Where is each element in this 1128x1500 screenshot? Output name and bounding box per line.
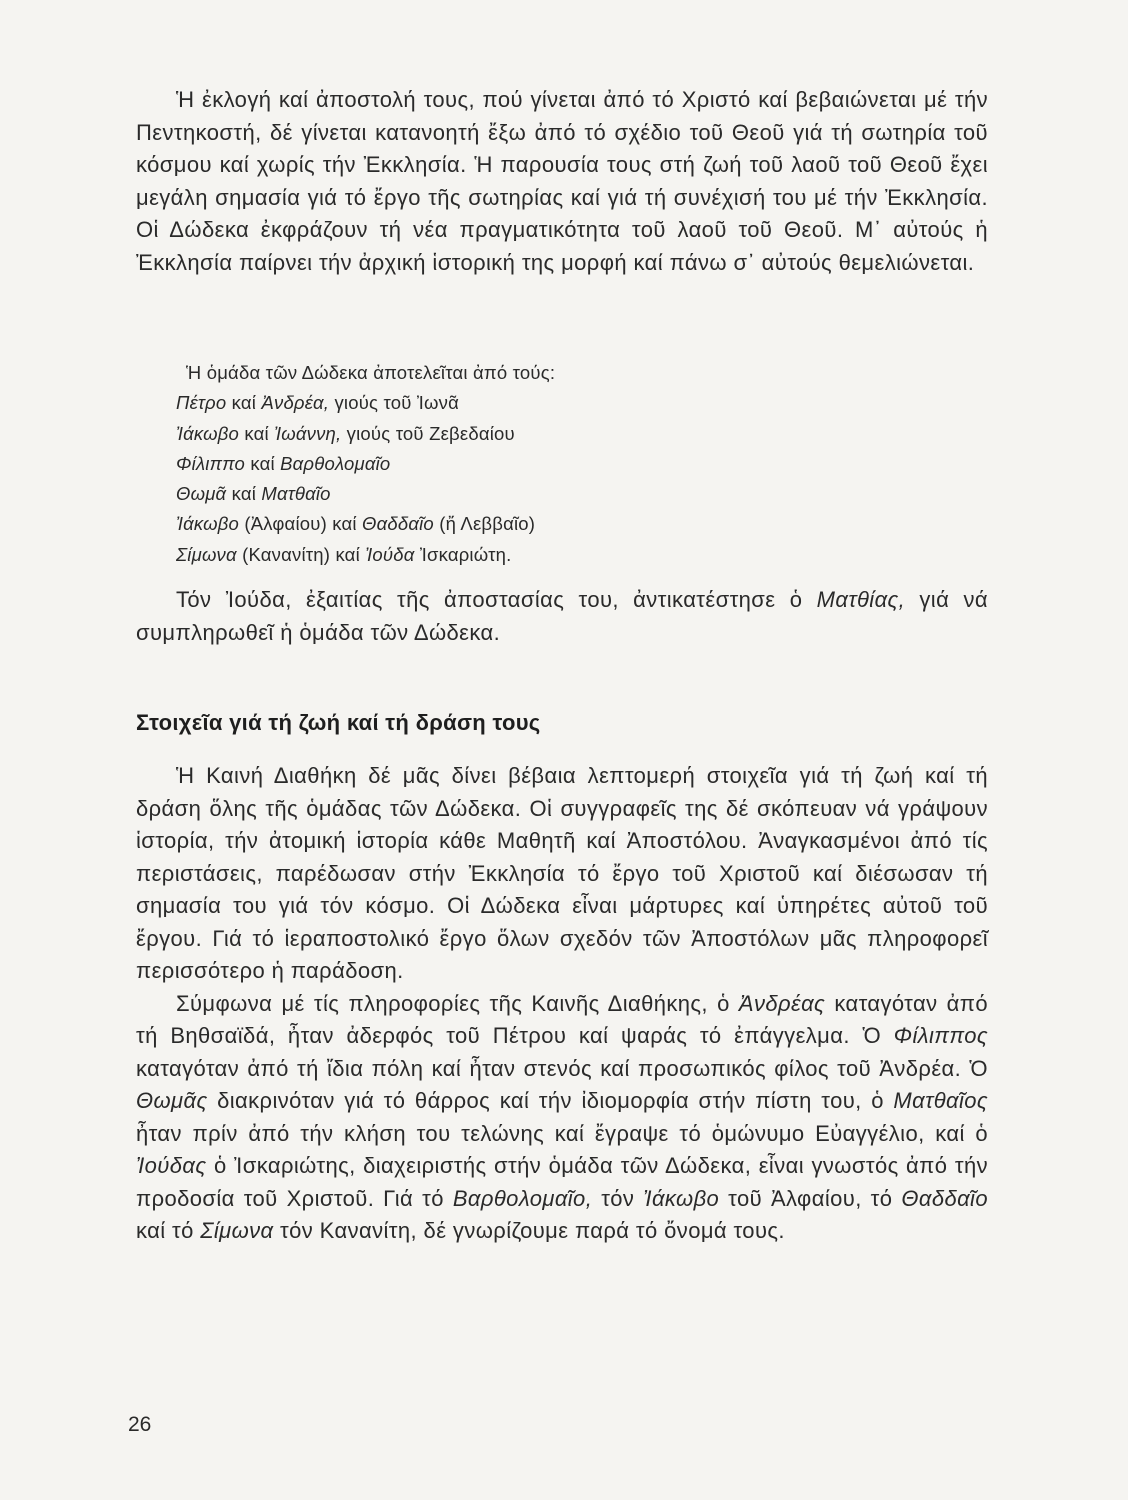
italic-name: Βαρθολομαῖο: [280, 452, 391, 474]
text-run: γιούς τοῦ Ζεβεδαίου: [341, 422, 515, 444]
paragraph-apostles-details: [136, 988, 988, 1248]
italic-name: Ματθίας,: [816, 587, 906, 612]
text-run: καί τό: [136, 1218, 201, 1243]
italic-name: Θωμᾶς: [136, 1088, 208, 1113]
text-run: Τόν Ἰούδα, ἐξαιτίας τῆς ἀποστασίας του, ἀντικατέστησε ὁ: [176, 587, 817, 612]
page-number: 26: [128, 1413, 152, 1436]
text-run: (ἤ Λεββαῖο): [433, 513, 536, 535]
italic-name: Θαδδαῖο: [901, 1185, 988, 1211]
text-run: γιούς τοῦ Ἰωνᾶ: [329, 392, 460, 414]
text-run: καί: [239, 422, 275, 444]
list-item: [176, 388, 876, 418]
paragraph-new-testament: [136, 760, 988, 988]
italic-name: Θωμᾶ: [176, 483, 227, 505]
section-heading: Στοιχεῖα γιά τή ζωή καί τή δράση τους: [136, 710, 541, 735]
italic-name: Ἰάκωβο: [176, 422, 239, 444]
text-run: καί: [245, 452, 281, 474]
paragraph-apostles-election: [136, 84, 988, 279]
text-run: καί: [226, 483, 262, 505]
list-intro: Ἡ ὁμάδα τῶν Δώδεκα ἀποτελεῖται ἀπό τούς:: [186, 362, 556, 383]
italic-name: Ἀνδρέα,: [261, 392, 330, 414]
italic-name: Ἰούδας: [136, 1153, 207, 1178]
italic-name: Φίλιππος: [893, 1023, 988, 1048]
list-item: [176, 509, 876, 539]
list-item: [176, 479, 876, 509]
text-run: ἦταν πρίν ἀπό τήν κλήση του τελώνης καί ἔγραψε τό ὁμώνυμο Εὐαγγέλιο, καί ὁ: [136, 1120, 988, 1146]
text-run: καί: [226, 392, 262, 414]
text-run: Ἡ ἐκλογή καί ἀποστολή τους, πού γίνεται ἀπό τό Χριστό καί βεβαιώνεται μέ τήν Πεντηκοστή, δέ γίνεται κατανοητή ἔξω ἀπό τό σχέδιο τοῦ Θεοῦ γιά τή σωτηρία τοῦ κόσμου καί χωρίς τήν Ἐκκλησία. Ἡ παρουσία τους στή ζωή τοῦ λαοῦ τοῦ Θεοῦ ἔχει μεγάλη σημασία γιά τό ἔργο τῆς σωτηρίας καί γιά τή συνέχισή του μέ τήν Ἐκκλησία. Οἱ Δώδεκα ἐκφράζουν τή νέα πραγματικότητα τοῦ λαοῦ τοῦ Θεοῦ. Μ᾽ αὐτούς ἡ Ἐκκλησία παίρνει τήν ἀρχική ἱστορική της μορφή καί πάνω σ᾽ αὐτούς θεμελιώνεται.: [136, 87, 988, 275]
text-run: τόν: [592, 1185, 644, 1211]
text-run: (Κανανίτη) καί: [236, 543, 366, 565]
text-run: καταγόταν ἀπό τή Βηθσαϊδά, ἦταν ἀδερφός τοῦ Πέτρου καί ψαράς τό ἐπάγγελμα. Ὁ: [136, 990, 988, 1048]
text-run: Ἡ Καινή Διαθήκη δέ μᾶς δίνει βέβαια λεπτομερή στοιχεῖα γιά τή ζωή καί τή δράση ὅλης τῆς ὁμάδας τῶν Δώδεκα. Οἱ συγγραφεῖς της δέ σκόπευαν νά γράψουν ἱστορία, τήν ἀτομική ἱστορία κάθε Μαθητῆ καί Ἀποστόλου. Ἀναγκασμένοι ἀπό τίς περιστάσεις, παρέδωσαν στήν Ἐκκλησία τό ἔργο τοῦ Χριστοῦ καί διέσωσαν τή σημασία του γιά τόν κόσμο. Οἱ Δώδεκα εἶναι μάρτυρες καί ὑπηρέτες αὐτοῦ τοῦ ἔργου. Γιά τό ἱεραποστολικό ἔργο ὅλων σχεδόν τῶν Ἀποστόλων μᾶς πληροφορεῖ περισσότερο ἡ παράδοση.: [136, 763, 988, 983]
list-item: [176, 419, 876, 449]
list-item: [176, 540, 876, 570]
italic-name: Βαρθολομαῖο,: [452, 1185, 593, 1211]
italic-name: Ἰούδα: [365, 543, 415, 565]
italic-name: Θαδδαῖο: [362, 513, 434, 535]
list-item: [176, 449, 876, 479]
italic-name: Ματθαῖο: [261, 483, 331, 505]
apostles-list: [176, 358, 876, 570]
italic-name: Ἰωάννη,: [274, 422, 342, 444]
italic-name: Ἀνδρέας: [738, 990, 826, 1016]
italic-name: Πέτρο: [176, 392, 227, 414]
text-run: ὁ Ἰσκαριώτης, διαχειριστής στήν ὁμάδα τῶν Δώδεκα, εἶναι γνωστός ἀπό τήν προδοσία τοῦ Χριστοῦ. Γιά τό: [136, 1153, 988, 1211]
list-lines: [176, 388, 876, 570]
italic-name: Φίλιππο: [176, 452, 246, 474]
paragraph-matthias: [136, 584, 988, 649]
text-run: γιά νά συμπληρωθεῖ ἡ ὁμάδα τῶν Δώδεκα.: [136, 587, 988, 645]
text-run: τόν Κανανίτη, δέ γνωρίζουμε παρά τό ὄνομά τους.: [273, 1218, 785, 1243]
text-run: Σύμφωνα μέ τίς πληροφορίες τῆς Καινῆς Διαθήκης, ὁ: [176, 990, 739, 1016]
text-block-lower: [136, 760, 988, 1248]
italic-name: Σίμωνα: [176, 543, 237, 565]
text-block-upper: [136, 84, 988, 279]
text-run: τοῦ Ἀλφαίου, τό: [719, 1185, 902, 1211]
text-run: διακρινόταν γιά τό θάρρος καί τήν ἰδιομορφία στήν πίστη του, ὁ: [207, 1088, 894, 1113]
italic-name: Ἰάκωβο: [643, 1185, 720, 1211]
italic-name: Ματθαῖος: [893, 1088, 988, 1113]
text-run: (Ἀλφαίου) καί: [239, 513, 363, 535]
italic-name: Σίμωνα: [200, 1218, 274, 1243]
text-run: καταγόταν ἀπό τή ἴδια πόλη καί ἦταν στενός καί προσωπικός φίλος τοῦ Ἀνδρέα. Ὁ: [136, 1055, 988, 1081]
text-run: Ἰσκαριώτη.: [414, 543, 512, 565]
italic-name: Ἰάκωβο: [176, 513, 239, 535]
text-block-matthias: [136, 584, 988, 649]
